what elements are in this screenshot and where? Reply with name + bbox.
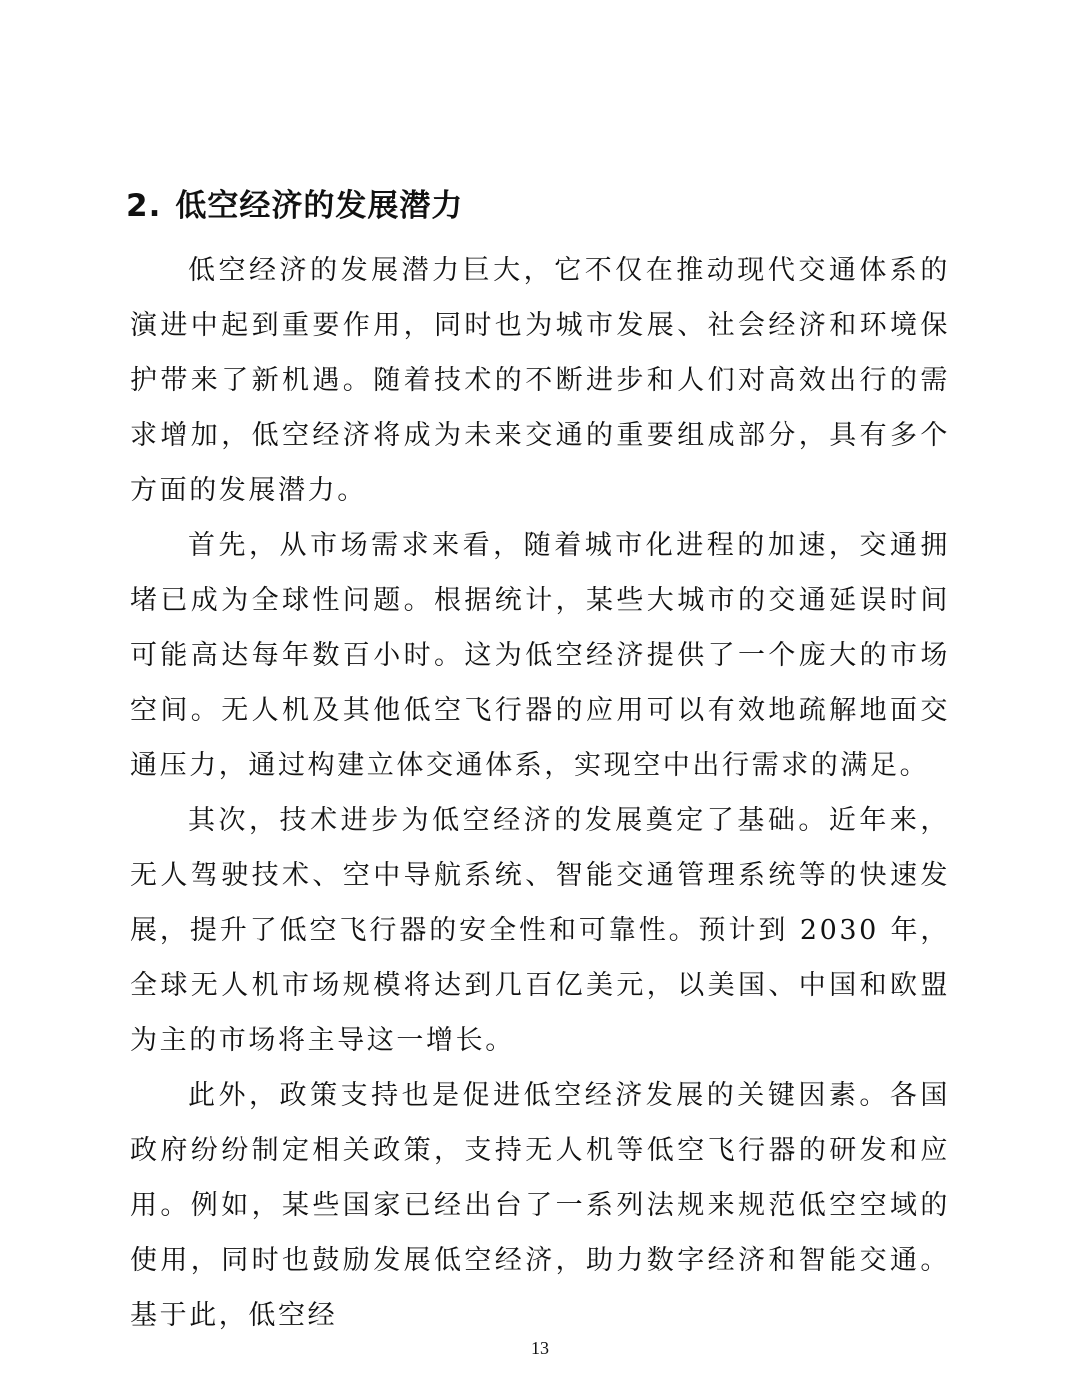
section-heading (126, 182, 463, 230)
paragraph-policy: 此外，政策支持也是促进低空经济发展的关键因素。各国政府纷纷制定相关政策，支持无人机等低空飞行器的研发和应用。例如，某些国家已经出台了一系列法规来规范低空空域的使用，同时也鼓励发展低空经济，助力数字经济和智能交通。基于此，低空经 (130, 1080, 950, 1331)
page-number: 13 (531, 1338, 549, 1358)
section-number: 2. (126, 187, 162, 224)
section-title: 低空经济的发展潜力 (175, 187, 464, 224)
paragraph-technology: 其次，技术进步为低空经济的发展奠定了基础。近年来，无人驾驶技术、空中导航系统、智能交通管理系统等的快速发展，提升了低空飞行器的安全性和可靠性。预计到 2030 年，全球无人机市场规模将达到几百亿美元，以美国、中国和欧盟为主的市场将主导这一增长。 (130, 805, 950, 1056)
body-text (130, 243, 950, 1343)
paragraph-market-demand: 首先，从市场需求来看，随着城市化进程的加速，交通拥堵已成为全球性问题。根据统计，某些大城市的交通延误时间可能高达每年数百小时。这为低空经济提供了一个庞大的市场空间。无人机及其他低空飞行器的应用可以有效地疏解地面交通压力，通过构建立体交通体系，实现空中出行需求的满足。 (130, 530, 950, 781)
paragraph-intro: 低空经济的发展潜力巨大，它不仅在推动现代交通体系的演进中起到重要作用，同时也为城市发展、社会经济和环境保护带来了新机遇。随着技术的不断进步和人们对高效出行的需求增加，低空经济将成为未来交通的重要组成部分，具有多个方面的发展潜力。 (130, 255, 950, 506)
